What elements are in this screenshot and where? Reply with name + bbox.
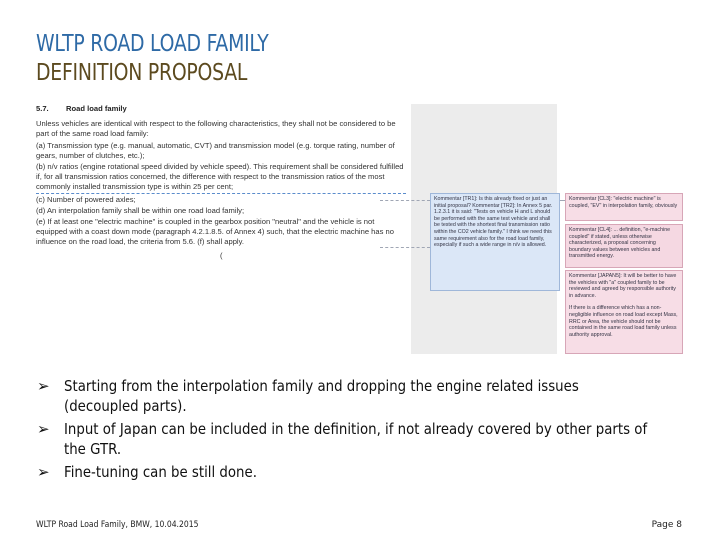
section-number: 5.7. (36, 104, 49, 113)
arrow-bullet-icon: ➢ (37, 463, 50, 481)
arrow-bullet-icon: ➢ (37, 377, 50, 395)
review-comment-japan (565, 270, 683, 354)
comment-connector-line (380, 247, 430, 248)
review-comment-pink: Kommentar [CL3]: "electric machine" is coupled, "EV" in interpolation family, obviously (565, 193, 683, 221)
review-comment-japan-text: Kommentar [JAPAN5]: It will be better to have the vehicles with "a" coupled family to be reviewed and agreed by responsible authority in advance. (569, 273, 677, 299)
document-paragraph: (a) Transmission type (e.g. manual, automatic, CVT) and transmission model (e.g. torque rating, number of gears, number of clutches, etc.); (36, 140, 395, 160)
review-comment-blue: Kommentar [TR1]: Is this already fixed or just an initial proposal? Kommentar [TR2]: In Annex 5 par. 1.2.3.1 it is said: "Tests on vehicle H and L should be performed with the same test vehicle and shall be tested with the shortest final transmission ratio within the CO2 vehicle family." I think we need this same requirement also for the road load family, especially if such a wide range in n/v is allowed. (430, 193, 560, 291)
bullet-item (36, 376, 676, 416)
document-paragraph: (e) If at least one "electric machine" is coupled in the gearbox position "neutral" and the vehicle is not equipped with a coast down mode (paragraph 4.2.1.8.5. of Annex 4) such, that the electric machine has no influence on the road load, the criteria from 5.6. (f) shall apply. (36, 217, 394, 247)
document-paragraph: (d) An interpolation family shall be within one road load family; (36, 205, 245, 215)
document-paragraph: Unless vehicles are identical with respect to the following characteristics, they shall not be considered to be part of the same road load family: (36, 119, 396, 139)
review-comment-pink: Kommentar [CL4]: ... definition, "e-machine coupled" if stated, unless otherwise characterized, a proposal concerning boundary values between vehicles and transmitted energy. (565, 224, 683, 268)
bullet-text: Starting from the interpolation family and dropping the engine related issues (decoupled parts). (64, 377, 579, 415)
page-number: Page 8 (651, 520, 682, 530)
bullet-text: Fine-tuning can be still done. (64, 463, 257, 481)
arrow-bullet-icon: ➢ (37, 420, 50, 438)
document-excerpt (36, 104, 406, 284)
bullet-item (36, 419, 676, 459)
text-cursor-mark: ( (220, 250, 223, 260)
section-title: Road load family (66, 104, 127, 113)
document-paragraph-highlighted: (b) n/v ratios (engine rotational speed divided by vehicle speed). This requirement shall be considered fulfilled if, for all transmission ratios concerned, the difference with respect to the transmission ratios of the most commonly installed transmission type is within 25 per cent; (36, 162, 406, 194)
section-heading (36, 104, 406, 114)
footer-source: WLTP Road Load Family, BMW, 10.04.2015 (36, 520, 199, 530)
bullet-text: Input of Japan can be included in the definition, if not already covered by other parts of the GTR. (64, 420, 648, 458)
comment-connector-line (380, 200, 430, 201)
title-line-2: DEFINITION PROPOSAL (36, 60, 248, 86)
review-comment-japan-text-2: If there is a difference which has a non-negligible influence on road load except Mass, RRC or Area, the vehicle should not be contained in the same road load family unless authority approval. (569, 305, 678, 338)
title-line-1: WLTP ROAD LOAD FAMILY (36, 31, 269, 57)
document-paragraph: (c) Number of powered axles; (36, 194, 136, 204)
bullet-item (36, 462, 676, 482)
slide-title (36, 30, 268, 88)
bullet-list (36, 376, 676, 485)
